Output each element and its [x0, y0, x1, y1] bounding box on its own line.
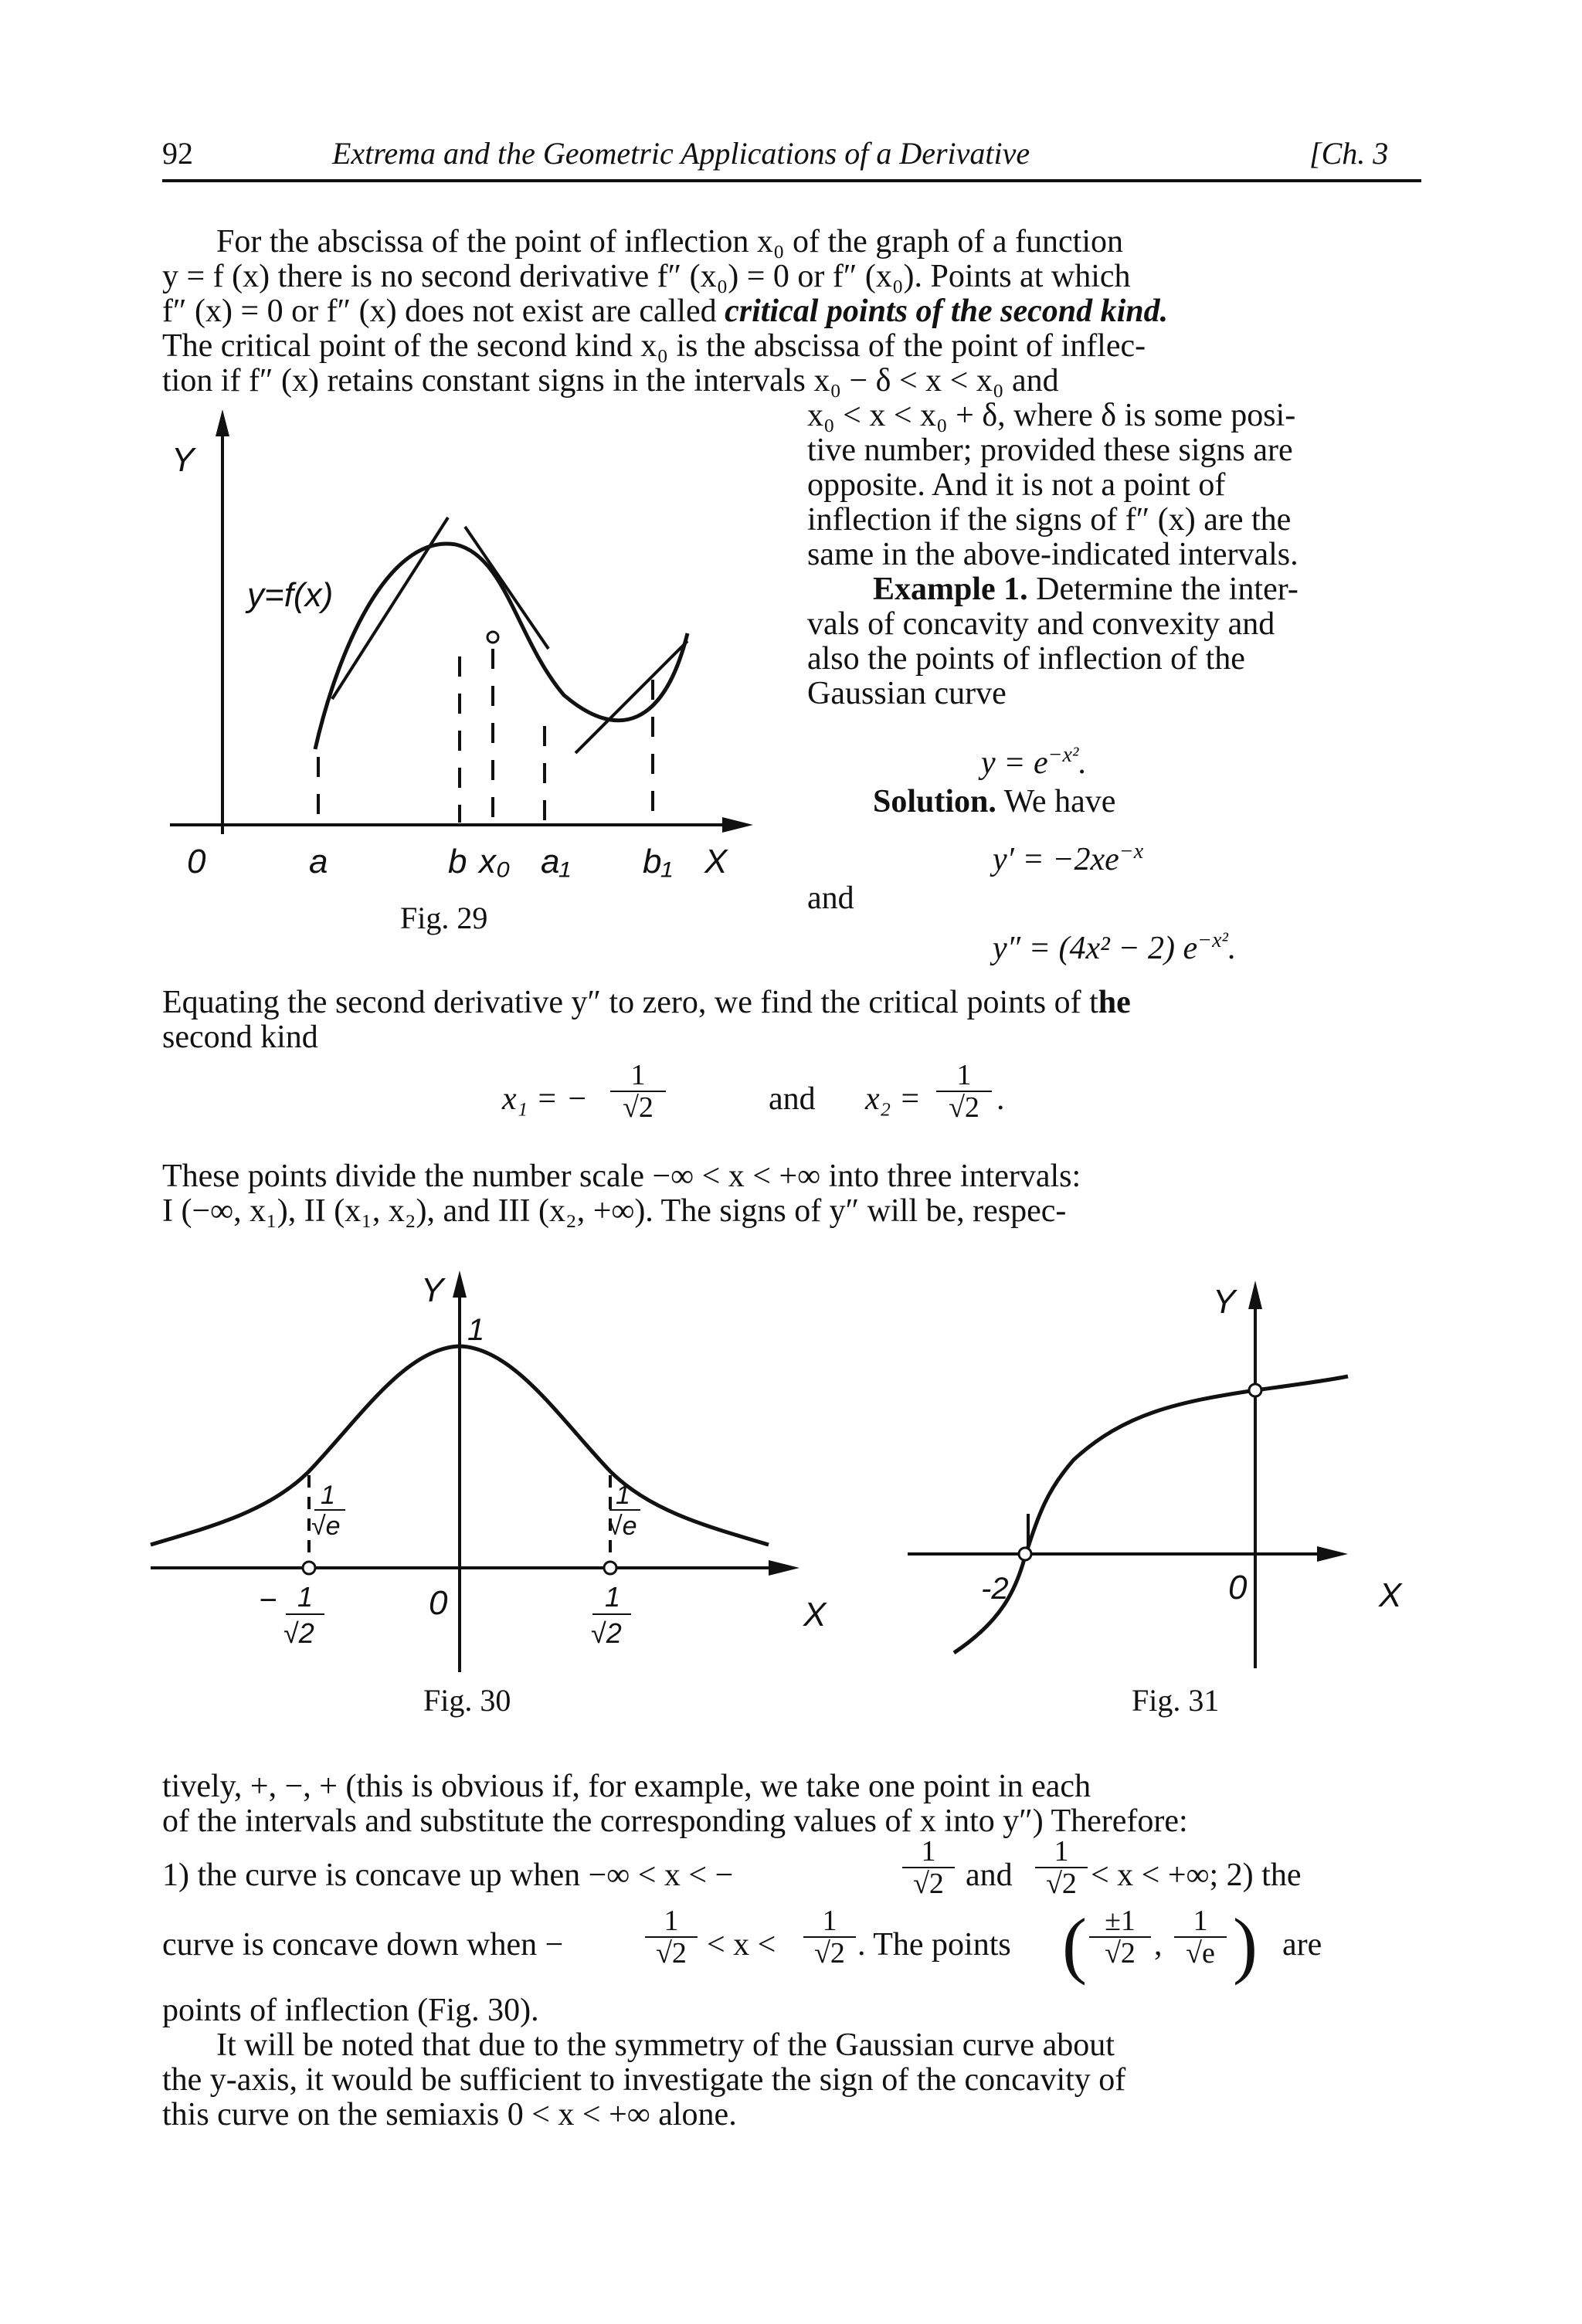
- para4-frac4-num: 1: [803, 1905, 856, 1938]
- para4-frac2-den: √2: [1046, 1868, 1077, 1900]
- col-line1: x₀ < x < x₀ + δ, where δ is some posi-: [807, 398, 1296, 433]
- para4-line3-and: and: [966, 1858, 1013, 1893]
- fig29-x-label: X: [704, 843, 728, 880]
- para1-line5: tion if f″ (x) retains constant signs in the intervals x₀ − δ < x < x₀ and: [162, 363, 1059, 399]
- second-derivative: [993, 923, 1236, 966]
- deriv1-base: y′ = −2xe: [993, 842, 1119, 877]
- para4-pt-den1: √2: [1105, 1937, 1136, 1969]
- para4-line4-b: . The points: [857, 1927, 1011, 1963]
- para4-line3-b: < x < +∞; 2) the: [1091, 1858, 1302, 1893]
- x2-numerator: 1: [936, 1060, 992, 1092]
- example-heading: [873, 572, 1299, 607]
- col-line4: inflection if the signs of f″ (x) are the: [807, 502, 1292, 538]
- x1-denominator: √2: [623, 1091, 654, 1124]
- para3-line1: These points divide the number scale −∞ < x < +∞ into three intervals:: [162, 1159, 1081, 1194]
- fig29-tick-x0: x₀: [479, 843, 511, 880]
- example-line2: vals of concavity and convexity and: [807, 606, 1275, 642]
- gauss-equation: [981, 738, 1087, 781]
- para1-line2: y = f (x) there is no second derivative f″ (x₀) = 0 or f″ (x₀). Points at which: [162, 259, 1131, 294]
- fig31-inflection-point: [1019, 1548, 1031, 1560]
- para4-point-frac2: [1174, 1905, 1227, 1969]
- para4-line4-mid: < x <: [707, 1927, 776, 1963]
- deriv2-base: y″ = (4x² − 2) e: [993, 931, 1198, 966]
- and-word: and: [807, 880, 854, 916]
- col-line3: opposite. And it is not a point of: [807, 467, 1226, 503]
- header-rule: [162, 179, 1421, 182]
- para3-line2: I (−∞, x₁), II (x₁, x₂), and III (x₂, +∞). The signs of y″ will be, respec-: [162, 1193, 1067, 1229]
- fig29-inflection-point: [487, 632, 498, 643]
- para4-frac1-den: √2: [913, 1868, 944, 1900]
- example-line4: Gaussian curve: [807, 676, 1007, 711]
- para4-frac2-num: 1: [1035, 1836, 1088, 1868]
- fig30-left-x-den: √2: [283, 1617, 314, 1649]
- fig30-top-label: 1: [467, 1313, 485, 1347]
- x1-numerator: 1: [610, 1060, 666, 1092]
- para4-line3-frac1: [902, 1836, 955, 1899]
- fig30-origin: 0: [429, 1584, 448, 1622]
- fig30-diagram: [143, 1255, 850, 1688]
- para1-line1: For the abscissa of the point of inflection x₀ of the graph of a function: [216, 224, 1124, 260]
- para1-line3: [162, 293, 1168, 329]
- term-critical-points: critical points of the second kind.: [725, 293, 1169, 329]
- para4-line4-a: curve is concave down when −: [162, 1927, 564, 1963]
- fig31-origin: 0: [1228, 1569, 1248, 1606]
- para4-pt-num1: ±1: [1089, 1905, 1151, 1938]
- fig31-x-arrow: [1317, 1546, 1348, 1562]
- fig30-left-height-den: √e: [311, 1511, 341, 1541]
- fig29-tick-a: a: [309, 843, 328, 880]
- para4-frac1-num: 1: [902, 1836, 955, 1868]
- fig30-y-arrow: [453, 1271, 467, 1298]
- first-derivative: [993, 834, 1143, 877]
- fig29-tangent-2: [465, 527, 548, 649]
- example-text: Determine the inter-: [1027, 572, 1299, 607]
- fig29-caption: Fig. 29: [400, 901, 488, 935]
- para5-line3: this curve on the semiaxis 0 < x < +∞ alone.: [162, 2097, 737, 2132]
- x2-denominator: √2: [949, 1091, 979, 1124]
- fig31-diagram: [900, 1267, 1441, 1676]
- x1-fraction: [610, 1060, 666, 1123]
- fig30-right-height-num: 1: [616, 1481, 630, 1510]
- fig30-right-height-den: √e: [608, 1511, 637, 1541]
- solution-label: Solution.: [873, 784, 996, 819]
- fig30-y-label: Y: [421, 1271, 444, 1309]
- running-header: [0, 0, 1582, 189]
- para4-frac3-num: 1: [645, 1905, 698, 1938]
- fig29-curve: [315, 544, 687, 749]
- fig31-curve: [954, 1376, 1348, 1653]
- gauss-eq-exp: −x²: [1047, 743, 1079, 767]
- fig30-left-x-num: 1: [297, 1581, 314, 1613]
- fig31-y-arrow: [1248, 1281, 1262, 1309]
- para4-pt-num2: 1: [1174, 1905, 1227, 1938]
- para5-line1: It will be noted that due to the symmetry of the Gaussian curve about: [216, 2027, 1115, 2063]
- deriv1-exp: −x: [1119, 840, 1144, 863]
- para1-line4: The critical point of the second kind x₀ is the abscissa of the point of inflec-: [162, 328, 1146, 364]
- fig29-x-arrow: [722, 817, 753, 833]
- para4-frac4-den: √2: [814, 1937, 845, 1969]
- fig29-origin: 0: [187, 843, 206, 880]
- example-label: Example 1.: [873, 572, 1028, 607]
- fig30-x-arrow: [769, 1560, 799, 1576]
- x2-dot: .: [996, 1081, 1005, 1117]
- example-line3: also the points of inflection of the: [807, 641, 1245, 677]
- page-number: 92: [162, 136, 193, 171]
- para4-line2: of the intervals and substitute the corresponding values of x into y″) Therefore:: [162, 1803, 1188, 1839]
- gauss-eq-dot: .: [1078, 745, 1087, 781]
- fig30-x-label: X: [803, 1596, 827, 1634]
- para4-line5: points of inflection (Fig. 30).: [162, 1993, 539, 2028]
- fig29-diagram: [154, 402, 772, 896]
- fig31-caption: Fig. 31: [1132, 1683, 1220, 1718]
- para2-line2: second kind: [162, 1020, 318, 1055]
- fig30-right-x-den: √2: [591, 1617, 622, 1649]
- deriv2-dot: .: [1227, 931, 1237, 966]
- gauss-eq-base: y = e: [981, 745, 1048, 781]
- solution-heading: [873, 784, 1115, 819]
- fig31-x-label: X: [1379, 1576, 1402, 1614]
- para4-line3-frac2: [1035, 1836, 1088, 1899]
- para2-line1-text: Equating the second derivative y″ to zero, we find the critical points of t: [162, 985, 1098, 1020]
- para4-frac3-den: √2: [656, 1937, 687, 1969]
- solution-text: We have: [996, 784, 1116, 819]
- para4-point-frac1: [1089, 1905, 1151, 1969]
- para4-open-paren: (: [1062, 1903, 1087, 1986]
- para5-line2: the y-axis, it would be sufficient to investigate the sign of the concavity of: [162, 2062, 1126, 2098]
- fig29-tick-b1: b₁: [643, 843, 673, 880]
- fig30-caption: Fig. 30: [423, 1683, 511, 1718]
- para4-point-comma: ,: [1154, 1927, 1163, 1963]
- col-line2: tive number; provided these signs are: [807, 433, 1293, 468]
- fig29-tangent-1: [332, 517, 448, 699]
- para2-line1-end: he: [1098, 985, 1131, 1020]
- fig31-tick-label: -2: [981, 1572, 1009, 1606]
- x2-fraction: [936, 1060, 992, 1123]
- x2-lhs: x₂ =: [865, 1081, 922, 1117]
- col-line5: same in the above-indicated intervals.: [807, 537, 1299, 572]
- deriv2-exp: −x²: [1197, 928, 1228, 952]
- fig31-y-label: Y: [1213, 1283, 1236, 1321]
- fig30-left-height-num: 1: [321, 1481, 335, 1510]
- fig30-right-inflection: [604, 1562, 616, 1574]
- fig30-left-x-sign: −: [259, 1583, 277, 1617]
- running-title: Extrema and the Geometric Applications of a Derivative: [332, 136, 1030, 171]
- para4-pt-den2: √e: [1186, 1937, 1215, 1969]
- fig29-y-label: Y: [171, 441, 195, 479]
- para4-line4-c: are: [1282, 1927, 1322, 1963]
- para4-line4-frac2: [803, 1905, 856, 1969]
- para4-line3-a: 1) the curve is concave up when −∞ < x < −: [162, 1858, 734, 1893]
- para1-line3-text: f″ (x) = 0 or f″ (x) does not exist are called: [162, 293, 725, 329]
- fig29-tick-a1: a₁: [541, 843, 571, 880]
- fig29-y-arrow: [216, 409, 229, 436]
- para4-close-paren: ): [1233, 1903, 1258, 1986]
- x1-lhs: x₁ = −: [502, 1081, 588, 1117]
- fig29-tick-b: b: [448, 843, 467, 880]
- chapter-label: [Ch. 3: [1309, 136, 1389, 171]
- fig29-tangent-3: [575, 641, 687, 753]
- fig30-right-x-num: 1: [605, 1581, 621, 1613]
- para4-line1: tively, +, −, + (this is obvious if, for example, we take one point in each: [162, 1769, 1091, 1804]
- fig30-left-inflection: [303, 1562, 315, 1574]
- fig31-y-intercept: [1249, 1384, 1261, 1396]
- para2-line1: [162, 985, 1131, 1020]
- para4-line4-frac1: [645, 1905, 698, 1969]
- x-and-word: and: [769, 1081, 816, 1117]
- fig29-curve-label: y=f(x): [247, 576, 334, 614]
